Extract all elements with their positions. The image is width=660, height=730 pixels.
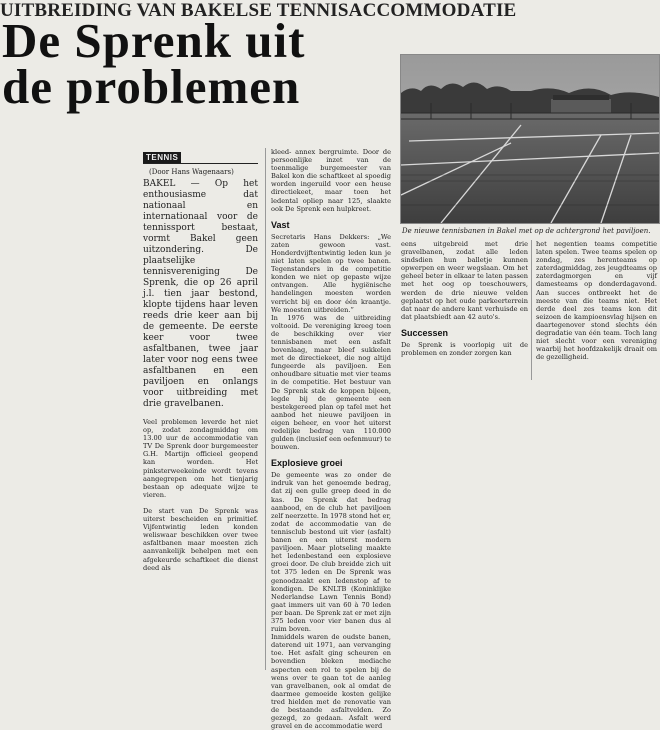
paragraph: De gemeente was zo onder de indruk van het genoemde bedrag, dat zij een gulle greep deed in de kas. De Sprenk dat bedrag aanbood, en de club het paviljoen zelf neerzette. In 1978 stond het er, zodat de accommodatie van de tennisclub bestond uit vier (asfalt) banen en een uiterst modern paviljoen. Maar plotseling maakte het ledenbestand een explosieve groei door. De club breidde zich uit tot 375 leden en De Sprenk was genoodzaakt een ledenstop af te kondigen. De KNLTB (Koninklijke Nederlandse Lawn Tennis Bond) gaat immers uit van 60 à 70 leden per baan. De Sprenk zat er met zijn 375 leden voor vier banen dus al ruim boven.: [271, 471, 391, 634]
photo-caption: De nieuwe tennisbanen in Bakel met op de achtergrond het paviljoen.: [402, 227, 651, 235]
tennis-court-photo: [400, 54, 660, 224]
article-column-1: [143, 152, 258, 572]
paragraph: De start van De Sprenk was uiterst bescheiden en primitief. Vijfentwintig leden konden weliswaar beschikken over twee asfaltbanen maar moesten zich aanvankelijk behelpen met een afgekeurde schaftkeet die dienst deed als: [143, 506, 258, 572]
article-column-2: [271, 148, 391, 730]
column-rule-1: [265, 148, 266, 670]
main-headline: [2, 13, 402, 114]
headline-line-2: de problemen: [2, 59, 301, 114]
article-column-3: [401, 240, 528, 357]
paragraph: kleed- annex bergruimte. Door de persoonlijke inzet van de toenmalige burgemeester van Bakel kon die schaftkeet al spoedig worden ingeruild voor een heuse directiekeet, maar toen het ledental opliep naar 125, slaakte ook De Sprenk een hulpkreet.: [271, 148, 391, 213]
headline-line-1: De Sprenk uit: [2, 13, 306, 68]
paragraph: Inmiddels waren de oudste banen, daterend uit 1971, aan vervanging toe. Het asfalt ging scheuren en bovendien bleken mediache aspecten een rol te spelen bij de wens over te gaan tot de aanleg van gravelbanen, ook al omdat de daarmee gemoeide kosten gelijke tred hielden met de renovatie van de bestaande asfaltvelden. Zo gezegd, zo gedaan. Asfalt werd gravel en de accommodatie werd: [271, 633, 391, 730]
paragraph: het negentien teams competitie laten spelen. Twee teams spelen op zondag, zes herenteams op zaterdagmiddag, zes jeugdteams op zaterdagmorgen en vijf damesteams op donderdagavond. Aan succes ontbreekt het de meeste van die teams niet. Het derde deel zes teams kon dit seizoen de kampioensvlag hijsen en daartegenover stond slechts één degradatie van één team. Toch lang niet slecht voor een vereniging waarbij het hoofdzakelijk draait om de gezelligheid.: [536, 240, 657, 362]
paragraph: In 1976 was de uitbreiding voltooid. De vereniging kreeg toen de beschikking over vier tennisbanen met een asfalt bovenlaag, maar bleef sukkelen met de directiekeet, die nog altijd fungeerde als paviljoen. Een onhoudbare situatie met vier teams in de competitie. Het bestuur van De Sprenk stak de koppen bijeen, legde bij de gemeente een bestekgereed plan op tafel met het aanbod het nieuwe paviljoen in eigen beheer, en voor het uiterst redelijke bedrag van 110.000 gulden (inclusief een oefenmuur) te bouwen.: [271, 313, 391, 452]
section-tag: TENNIS: [143, 152, 181, 163]
paragraph: eens uitgebreid met drie gravelbanen, zodat alle leden sindsdien hun balletje kunnen opwerpen en weer wegslaan. Om het geheel beter in elkaar te laten passen met het oog op toeschouwers, werden de drie nieuwe velden geplaatst op het oude parkeerterrein dat naar de andere kant verhuisde en dat plaatsbiedt aan 42 auto's.: [401, 240, 528, 321]
section-tag-bar: [143, 152, 258, 164]
lead-paragraph: BAKEL — Op het enthousiasme dat nationaal en internationaal voor de tennissport bestaat, vormt Bakel geen uitzondering. De plaatselijke tennisvereniging De Sprenk, die op 26 april j.l. tien jaar bestond, klopte tijdens haar leven reeds drie keer aan bij de gemeente. De eerste keer voor twee asfaltbanen, twee jaar later voor nog eens twee asfaltbanen en een paviljoen en onlangs voor uitbreiding met drie gravelbanen.: [143, 179, 258, 409]
tennis-court-illustration: [401, 55, 659, 223]
byline: (Door Hans Wagenaars): [149, 168, 234, 176]
kicker-headline: UITBREIDING VAN BAKELSE TENNISACCOMMODATIE: [0, 0, 517, 21]
paragraph: Veel problemen leverde het niet op, zodat zondagmiddag om 13.00 uur de accommodatie van TV De Sprenk door burgemeester G.H. Martijn officieel geopend kan worden. Het pinksterweekeinde wordt tevens aangegrepen om het tienjarig bestaan op adequate wijze te vieren.: [143, 418, 258, 499]
paragraph: De Sprenk is voorlopig uit de problemen en zonder zorgen kan: [401, 340, 528, 358]
paragraph: Secretaris Hans Dekkers: „We zaten gewoon vast. Honderdvijftentwintig leden kun je niet laten spelen op twee banen. Tegenstanders in de competitie konden we niet op gepaste wijze ontvangen. Alle hygiënische handelingen moesten worden verricht bij en door één kraantje. We moesten uitbreiden.”: [271, 232, 391, 314]
column-rule-2: [531, 240, 532, 380]
subheading-successen: Successen: [401, 327, 449, 338]
article-column-4: [536, 240, 657, 361]
subheading-explosieve-groei: Explosieve groei: [271, 458, 343, 469]
subheading-vast: Vast: [271, 219, 290, 230]
